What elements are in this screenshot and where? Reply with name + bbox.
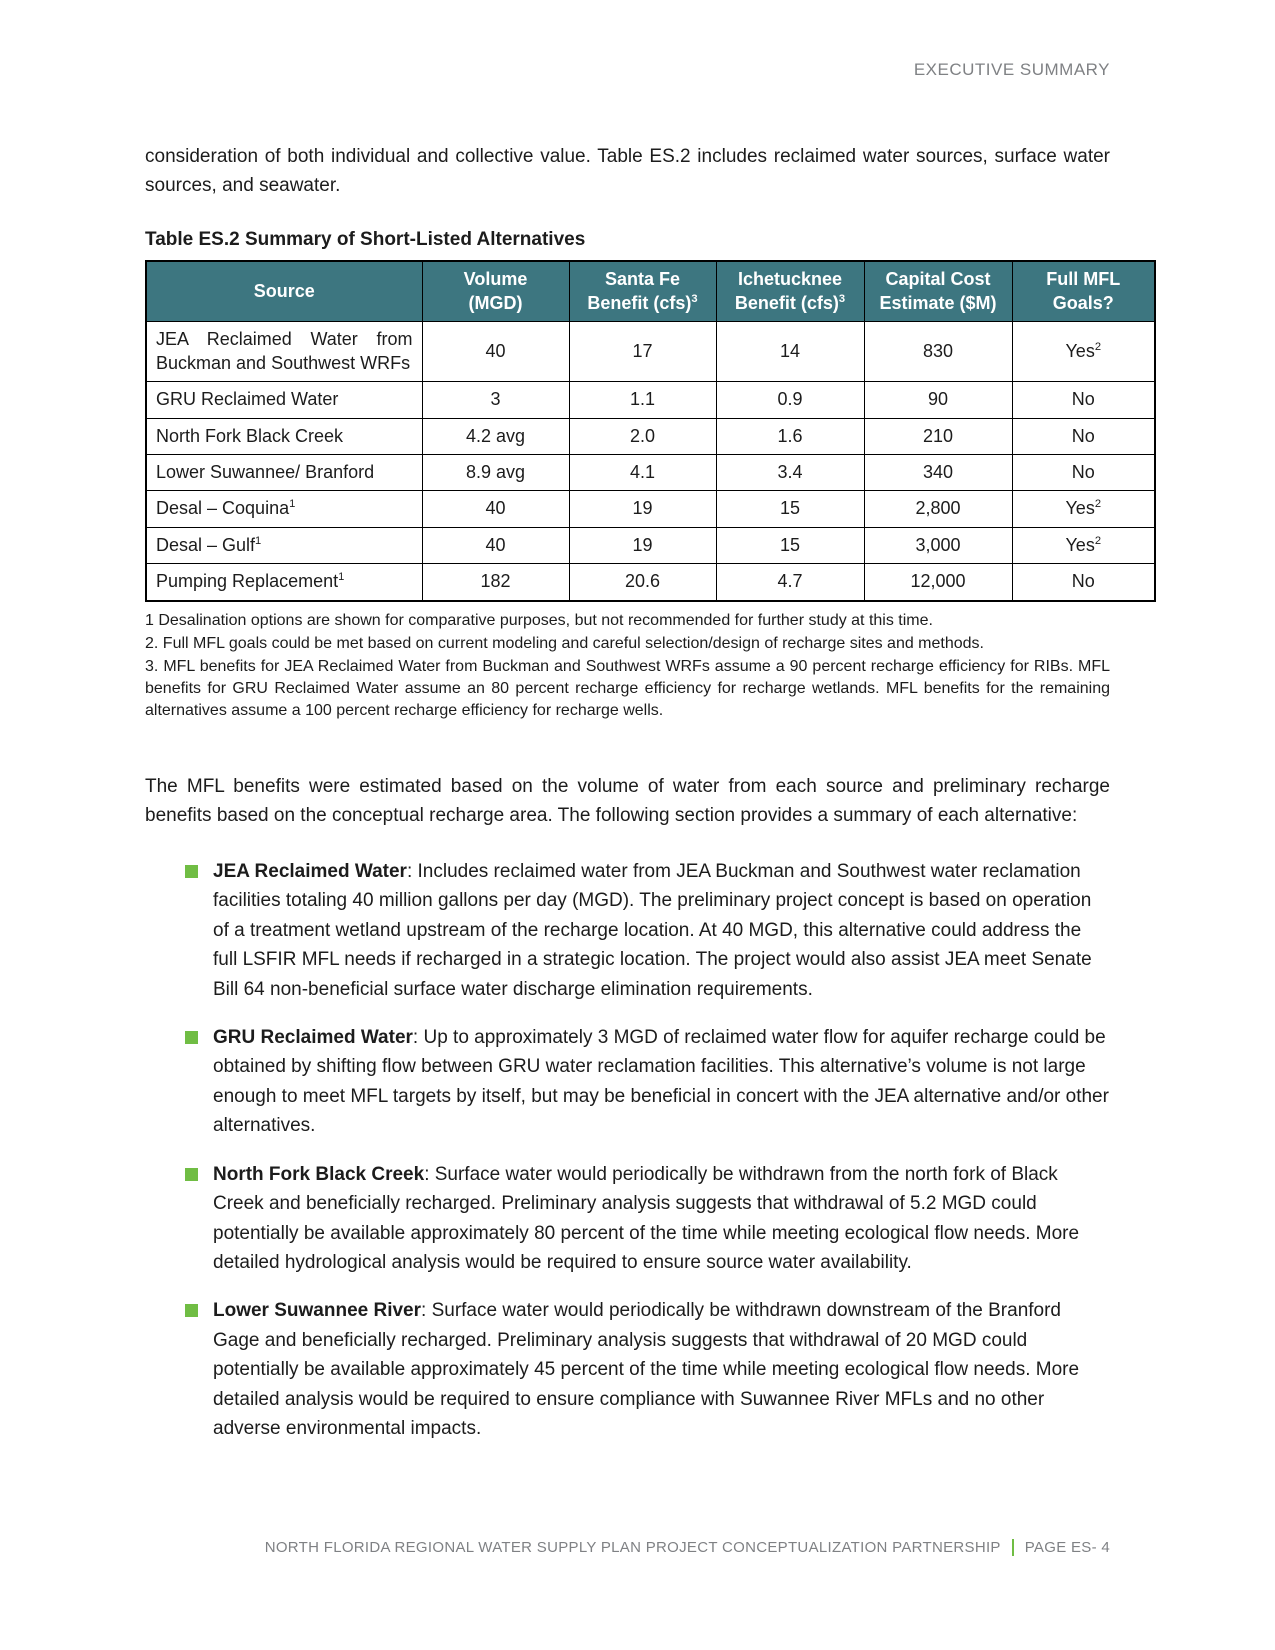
cell-santa-fe: 19 [569, 527, 716, 563]
cell-ichetucknee: 4.7 [716, 564, 864, 601]
cell-volume: 4.2 avg [422, 418, 569, 454]
table-row [146, 418, 1155, 454]
list-item [185, 1023, 1110, 1141]
col-header-santa-fe: Santa Fe Benefit (cfs)$^3$ [569, 261, 716, 322]
table-header-row [146, 261, 1155, 322]
cell-source: GRU Reclaimed Water [146, 382, 422, 418]
list-item [185, 1160, 1110, 1278]
running-header: EXECUTIVE SUMMARY [913, 60, 1110, 79]
green-square-bullet-icon [185, 1031, 198, 1044]
col-header-full-mfl: Full MFL Goals? [1012, 261, 1155, 322]
cell-full-mfl: No [1012, 382, 1155, 418]
bullet-text: JEA Reclaimed Water: Includes reclaimed water from JEA Buckman and Southwest water reclamation facilities totaling 40 million gallons per day (MGD). The preliminary project concept is based on operation of a treatment wetland upstream of the recharge location. At 40 MGD, this alternative could address the full LSFIR MFL needs if recharged in a strategic location. The project would also assist JEA meet Senate Bill 64 non-beneficial surface water discharge elimination requirements. [213, 860, 1092, 1000]
bullet-text: North Fork Black Creek: Surface water would periodically be withdrawn from the north fork of Black Creek and beneficially recharged. Preliminary analysis suggests that withdrawal of 5.2 MGD could potentially be available approximately 80 percent of the time while meeting ecological flow needs. More detailed hydrological analysis would be required to ensure source water availability. [213, 1163, 1080, 1274]
footnote-2: 2. Full MFL goals could be met based on current modeling and careful selection/design of recharge sites and methods. [145, 634, 984, 652]
cell-source: Lower Suwannee/ Branford [146, 454, 422, 490]
cell-santa-fe: 2.0 [569, 418, 716, 454]
list-item [185, 1296, 1110, 1443]
cell-source: North Fork Black Creek [146, 418, 422, 454]
cell-capital-cost: 12,000 [864, 564, 1012, 601]
table-row [146, 491, 1155, 527]
body-paragraph: The MFL benefits were estimated based on the volume of water from each source and preliminary recharge benefits based on the conceptual recharge area. The following section provides a summary of each alternative: [145, 775, 1110, 827]
footer-separator [1012, 1539, 1014, 1556]
cell-volume: 40 [422, 491, 569, 527]
cell-capital-cost: 90 [864, 382, 1012, 418]
alternatives-table [145, 260, 1156, 602]
cell-source: Desal – Coquina$^1$ [146, 491, 422, 527]
table-row [146, 527, 1155, 563]
intro-paragraph: consideration of both individual and collective value. Table ES.2 includes reclaimed water sources, surface water sources, and seawater. [145, 146, 1110, 197]
table-row [146, 382, 1155, 418]
cell-santa-fe: 17 [569, 322, 716, 382]
cell-full-mfl: Yes$^2$ [1012, 491, 1155, 527]
table-row [146, 564, 1155, 601]
table-footnotes [145, 610, 1110, 722]
cell-volume: 40 [422, 527, 569, 563]
cell-source: Pumping Replacement$^1$ [146, 564, 422, 601]
footer-org-text: NORTH FLORIDA REGIONAL WATER SUPPLY PLAN PROJECT CONCEPTUALIZATION PARTNERSHIP [264, 1539, 1001, 1556]
cell-ichetucknee: 1.6 [716, 418, 864, 454]
green-square-bullet-icon [185, 1168, 198, 1181]
cell-full-mfl: No [1012, 418, 1155, 454]
cell-source: Desal – Gulf$^1$ [146, 527, 422, 563]
col-header-capital-cost: Capital Cost Estimate ($M) [864, 261, 1012, 322]
col-header-source: Source [146, 261, 422, 322]
table-row [146, 322, 1155, 382]
cell-santa-fe: 19 [569, 491, 716, 527]
col-header-ichetucknee: Ichetucknee Benefit (cfs)$^3$ [716, 261, 864, 322]
cell-santa-fe: 4.1 [569, 454, 716, 490]
cell-ichetucknee: 14 [716, 322, 864, 382]
footer-page-number: PAGE ES- 4 [1024, 1539, 1110, 1556]
cell-capital-cost: 340 [864, 454, 1012, 490]
green-square-bullet-icon [185, 865, 198, 878]
cell-volume: 8.9 avg [422, 454, 569, 490]
cell-full-mfl: No [1012, 454, 1155, 490]
page-footer [265, 1539, 1110, 1556]
cell-full-mfl: Yes$^2$ [1012, 527, 1155, 563]
cell-capital-cost: 210 [864, 418, 1012, 454]
cell-ichetucknee: 15 [716, 527, 864, 563]
cell-full-mfl: No [1012, 564, 1155, 601]
cell-source: JEA Reclaimed Water from Buckman and Southwest WRFs [146, 322, 422, 382]
cell-full-mfl: Yes$^2$ [1012, 322, 1155, 382]
footnote-3: 3. MFL benefits for JEA Reclaimed Water from Buckman and Southwest WRFs assume a 90 percent recharge efficiency for RIBs. MFL benefits for GRU Reclaimed Water assume an 80 percent recharge efficiency for recharge wetlands. MFL benefits for the remaining alternatives assume a 100 percent recharge efficiency for recharge wells. [145, 657, 1110, 719]
cell-santa-fe: 20.6 [569, 564, 716, 601]
table-row [146, 454, 1155, 490]
cell-ichetucknee: 15 [716, 491, 864, 527]
bullet-text: GRU Reclaimed Water: Up to approximately 3 MGD of reclaimed water flow for aquifer recharge could be obtained by shifting flow between GRU water reclamation facilities. This alternative’s volume is not large enough to meet MFL targets by itself, but may be beneficial in concert with the JEA alternative and/or other alternatives. [213, 1026, 1109, 1137]
cell-ichetucknee: 3.4 [716, 454, 864, 490]
green-square-bullet-icon [185, 1304, 198, 1317]
cell-capital-cost: 3,000 [864, 527, 1012, 563]
cell-santa-fe: 1.1 [569, 382, 716, 418]
cell-volume: 182 [422, 564, 569, 601]
cell-capital-cost: 2,800 [864, 491, 1012, 527]
table-caption: Table ES.2 Summary of Short-Listed Alternatives [145, 228, 586, 250]
alternatives-bullet-list [145, 857, 1155, 1444]
bullet-text: Lower Suwannee River: Surface water would periodically be withdrawn downstream of the Branford Gage and beneficially recharged. Preliminary analysis suggests that withdrawal of 20 MGD could potentially be available approximately 45 percent of the time while meeting ecological flow needs. More detailed analysis would be required to ensure compliance with Suwannee River MFLs and no other adverse environmental impacts. [213, 1300, 1080, 1440]
footnote-1: 1 Desalination options are shown for comparative purposes, but not recommended for further study at this time. [145, 611, 933, 629]
col-header-volume: Volume (MGD) [422, 261, 569, 322]
list-item [185, 857, 1110, 1004]
page-content [145, 142, 1155, 1463]
cell-volume: 3 [422, 382, 569, 418]
cell-ichetucknee: 0.9 [716, 382, 864, 418]
cell-capital-cost: 830 [864, 322, 1012, 382]
cell-volume: 40 [422, 322, 569, 382]
